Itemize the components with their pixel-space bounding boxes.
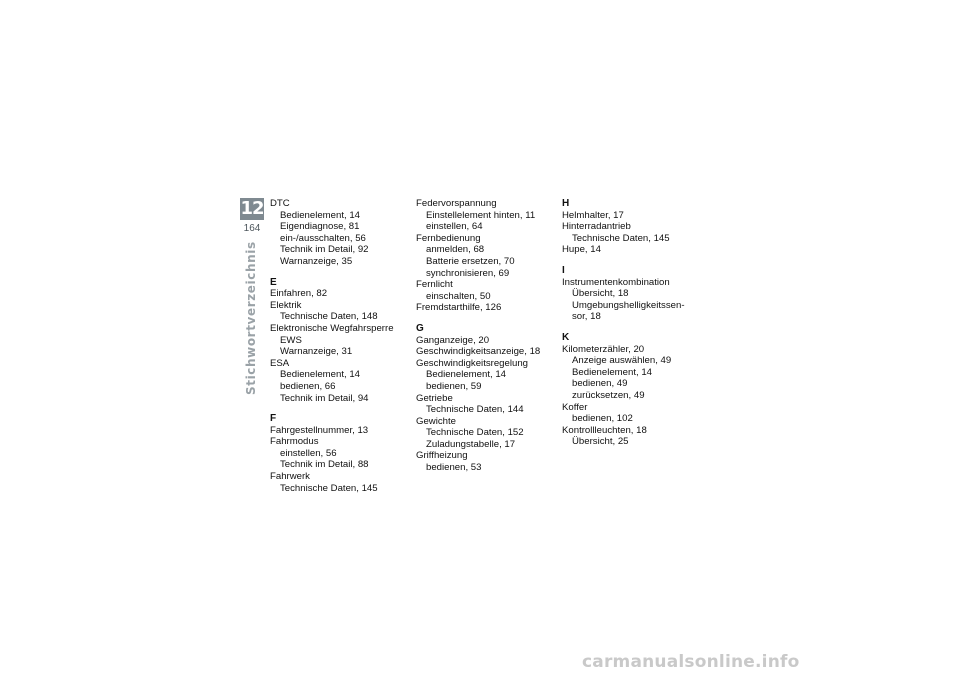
index-column-2 bbox=[416, 198, 556, 474]
index-subentry: Technische Daten, 144 bbox=[426, 404, 524, 416]
index-entry: Fahrwerk bbox=[270, 471, 310, 483]
index-entry: Fremdstarthilfe, 126 bbox=[416, 302, 502, 314]
index-subentry: Eigendiagnose, 81 bbox=[280, 221, 360, 233]
index-entry: Geschwindigkeitsregelung bbox=[416, 357, 528, 369]
index-subentry: Batterie ersetzen, 70 bbox=[426, 255, 515, 267]
index-subentry: Einstellelement hinten, 11 bbox=[426, 209, 536, 221]
index-subentry: einschalten, 50 bbox=[426, 290, 491, 302]
index-subentry: Bedienelement, 14 bbox=[572, 366, 653, 378]
index-subentry: einstellen, 56 bbox=[280, 447, 337, 459]
index-subentry: bedienen, 53 bbox=[426, 462, 482, 474]
index-entry: Fernbedienung bbox=[416, 232, 481, 244]
index-subentry: Technische Daten, 152 bbox=[426, 427, 524, 439]
index-subentry: synchronisieren, 69 bbox=[426, 267, 510, 279]
index-letter-heading: H bbox=[562, 198, 570, 209]
index-entry: Fernlicht bbox=[416, 279, 453, 291]
index-subentry: Warnanzeige, 31 bbox=[280, 346, 353, 358]
page-number: 164 bbox=[243, 223, 261, 234]
watermark: carmanualsonline.info bbox=[582, 652, 800, 672]
index-subentry: bedienen, 49 bbox=[572, 378, 628, 390]
index-subentry: Umgebungshelligkeitssen- bbox=[572, 299, 685, 311]
index-subentry: Zuladungstabelle, 17 bbox=[426, 438, 516, 450]
index-letter-heading: E bbox=[270, 276, 277, 288]
index-subentry: Technische Daten, 145 bbox=[280, 482, 378, 494]
index-entry: ESA bbox=[270, 357, 290, 369]
index-subentry: Technische Daten, 145 bbox=[572, 232, 670, 244]
index-subentry: Technik im Detail, 88 bbox=[280, 459, 369, 471]
index-subentry: Bedienelement, 14 bbox=[280, 369, 361, 381]
index-subentry: Warnanzeige, 35 bbox=[280, 255, 353, 267]
index-entry: Ganganzeige, 20 bbox=[416, 334, 490, 346]
index-entry: Getriebe bbox=[416, 392, 453, 404]
index-entry: Kontrollleuchten, 18 bbox=[562, 424, 647, 436]
index-subentry: Technik im Detail, 92 bbox=[280, 244, 369, 256]
index-subentry: Übersicht, 25 bbox=[572, 436, 629, 448]
section-title: Stichwortverzeichnis bbox=[244, 241, 258, 395]
index-entry: Hupe, 14 bbox=[562, 244, 601, 256]
chapter-number: 12 bbox=[240, 198, 264, 219]
index-subentry: Bedienelement, 14 bbox=[280, 209, 361, 221]
index-subentry: einstellen, 64 bbox=[426, 221, 483, 233]
index-entry: Einfahren, 82 bbox=[270, 288, 328, 300]
index-subentry: bedienen, 66 bbox=[280, 380, 336, 392]
index-entry: Federvorspannung bbox=[416, 198, 497, 209]
chapter-tab bbox=[240, 198, 264, 240]
index-subentry: Technische Daten, 148 bbox=[280, 311, 378, 323]
index-entry: Griffheizung bbox=[416, 450, 468, 462]
index-subentry: Bedienelement, 14 bbox=[426, 369, 507, 381]
index-entry: DTC bbox=[270, 198, 290, 209]
index-entry: Fahrmodus bbox=[270, 436, 319, 448]
index-entry: Elektronische Wegfahrsperre bbox=[270, 322, 394, 334]
index-entry: Geschwindigkeitsanzeige, 18 bbox=[416, 346, 541, 358]
index-subentry: anmelden, 68 bbox=[426, 244, 485, 256]
index-entry: Fahrgestellnummer, 13 bbox=[270, 424, 369, 436]
index-entry: Instrumentenkombination bbox=[562, 276, 670, 288]
index-entry: Hinterradantrieb bbox=[562, 221, 631, 233]
index-subentry: Technik im Detail, 94 bbox=[280, 392, 369, 404]
index-subentry: bedienen, 59 bbox=[426, 380, 482, 392]
index-subentry: ein-/ausschalten, 56 bbox=[280, 232, 366, 244]
index-subentry: EWS bbox=[280, 334, 302, 346]
index-column-3 bbox=[562, 198, 702, 448]
index-subentry: Anzeige auswählen, 49 bbox=[572, 355, 672, 367]
index-letter-heading: G bbox=[416, 322, 424, 334]
index-entry: Helmhalter, 17 bbox=[562, 209, 624, 221]
index-letter-heading: I bbox=[562, 264, 565, 276]
index-letter-heading: F bbox=[270, 413, 277, 425]
index-subentry: sor, 18 bbox=[572, 311, 601, 323]
index-subentry: zurücksetzen, 49 bbox=[572, 389, 645, 401]
index-column-1 bbox=[270, 198, 405, 494]
index-letter-heading: K bbox=[562, 331, 570, 343]
index-entry: Elektrik bbox=[270, 299, 302, 311]
index-subentry: Übersicht, 18 bbox=[572, 288, 629, 300]
index-entry: Koffer bbox=[562, 401, 588, 413]
index-entry: Gewichte bbox=[416, 415, 456, 427]
index-entry: Kilometerzähler, 20 bbox=[562, 343, 645, 355]
index-subentry: bedienen, 102 bbox=[572, 413, 633, 425]
